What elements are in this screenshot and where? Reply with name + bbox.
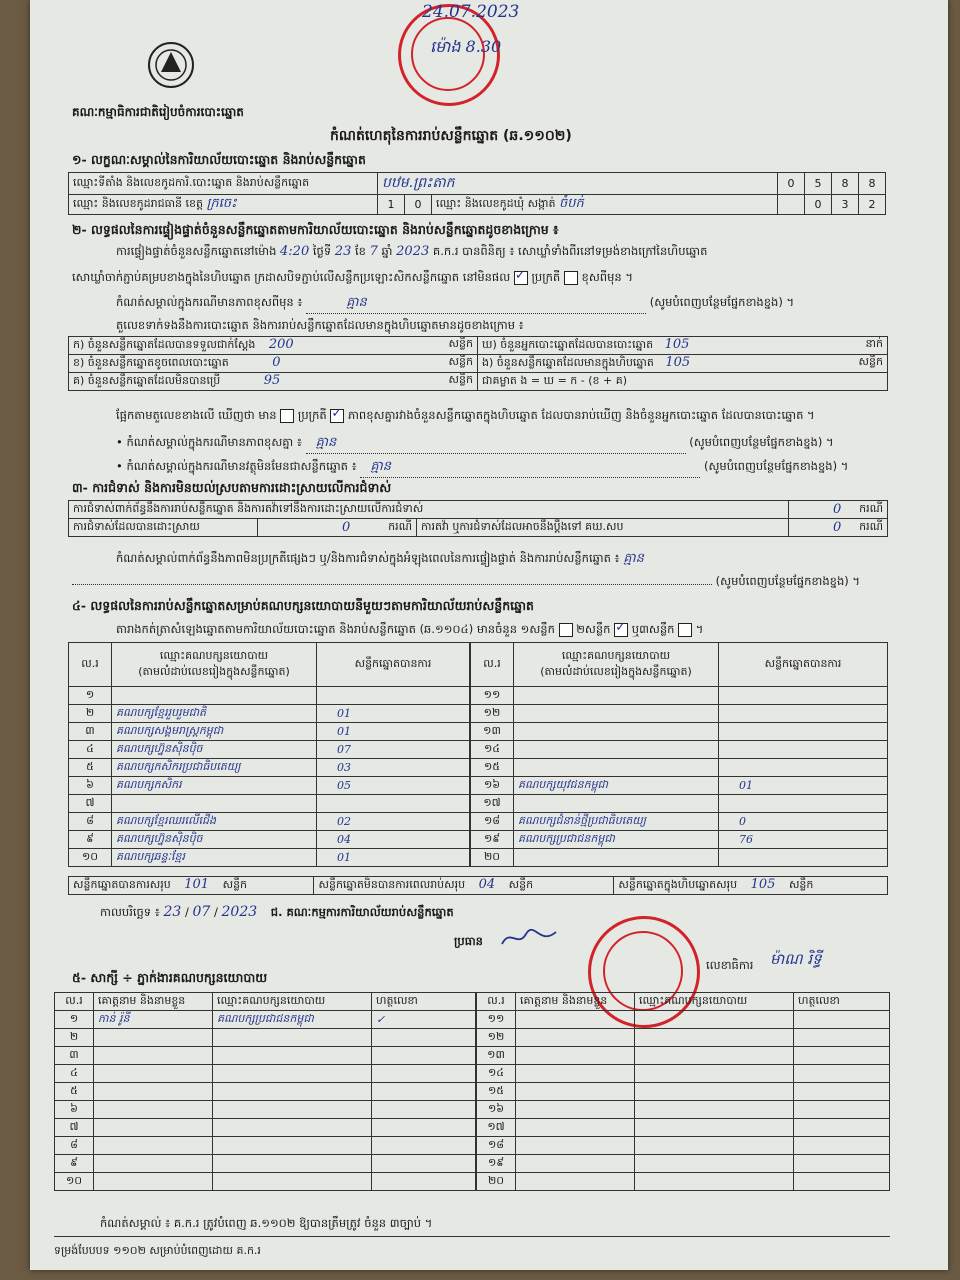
table-row [477, 1065, 890, 1083]
party-name: គណបក្សប្រជាជនកម្ពុជា [514, 831, 719, 849]
witness-signature[interactable] [794, 1011, 890, 1029]
party-name [112, 687, 317, 705]
commission-name: គណៈកម្មាធិការជាតិរៀបចំការបោះឆ្នោត [72, 105, 244, 119]
col-no: ល.រ [477, 993, 516, 1011]
valid-votes: 0 [719, 813, 888, 831]
note1-line: កំណត់សម្គាល់ក្នុងករណីមានភាពខុសពីមុន ៖ គ្មាន (សូមបំពេញបន្ថែមផ្នែកខាងខ្នង) ។ [116, 294, 794, 314]
witness-signature[interactable] [794, 1173, 890, 1191]
commune-label: ឈ្មោះ និងលេខកូដឃុំ សង្កាត់ ចំបក់ [432, 195, 778, 215]
table-row [471, 741, 888, 759]
row-number: ១ [69, 687, 112, 705]
row-number: ១០ [69, 849, 112, 867]
valid-votes: 01 [317, 849, 470, 867]
table-row [477, 1119, 890, 1137]
secretary-signature: ម៉ាណ រិទ្ធី [770, 950, 822, 968]
table-row [55, 1137, 476, 1155]
table-row [477, 1101, 890, 1119]
witness-name[interactable] [516, 1101, 635, 1119]
valid-votes: 07 [317, 741, 470, 759]
table-row [69, 723, 470, 741]
table-row [55, 1119, 476, 1137]
witness-party[interactable] [635, 1083, 794, 1101]
witness-table-left [54, 992, 476, 1191]
section3-note-dots: (សូមបំពេញបន្ថែមផ្នែកខាងខ្នង) ។ [72, 574, 860, 591]
valid-votes [317, 795, 470, 813]
witness-name[interactable] [516, 1029, 635, 1047]
party-name [514, 849, 719, 867]
valid-votes [317, 687, 470, 705]
valid-votes [719, 849, 888, 867]
witness-party[interactable]: គណបក្សប្រជាជនកម្ពុជា [213, 1011, 372, 1029]
party-name [112, 795, 317, 813]
total-invalid: សន្លឹកឆ្នោតមិនបានការពេលរាប់សរុប 04 សន្លឹក [314, 877, 614, 895]
form-title: កំណត់ហេតុនៃការរាប់សន្លឹកឆ្នោត (ឆ.១១០២) [330, 128, 572, 144]
table-row [69, 759, 470, 777]
row-d: ឃ) ចំនួនអ្នកបោះឆ្នោតដែលបានបោះឆ្នោត 105 នាក់ [478, 337, 888, 355]
party-name: គណបក្សហ្វ៊ុនស៊ិនប៉ិច [112, 741, 317, 759]
witness-signature[interactable] [372, 1029, 476, 1047]
valid-votes: 02 [317, 813, 470, 831]
witness-name[interactable] [94, 1047, 213, 1065]
col-no: ល.រ [55, 993, 94, 1011]
witness-party[interactable] [213, 1083, 372, 1101]
row-number: ១៤ [477, 1065, 516, 1083]
table-row [477, 1155, 890, 1173]
witness-signature[interactable] [372, 1083, 476, 1101]
row-number: ២ [55, 1029, 94, 1047]
valid-votes: 01 [317, 705, 470, 723]
row-number: ១ [55, 1011, 94, 1029]
section4-intro: តារាងកត់ត្រាសំឡេងឆ្នោតតាមការិយាល័យបោះឆ្នោត និងរាប់សន្លឹកឆ្នោត (ឆ.១១០៤) មានចំនួន ១សន្លឹក ២សន្លឹក ✓ ឬ៣សន្លឹក ។ [116, 622, 703, 639]
witness-name[interactable] [94, 1083, 213, 1101]
valid-votes [719, 723, 888, 741]
witness-table-right [476, 992, 890, 1191]
witness-name[interactable] [94, 1137, 213, 1155]
row-number: ៦ [55, 1101, 94, 1119]
row-number: ៥ [55, 1083, 94, 1101]
form-footer: ទម្រង់បែបបទ ១១០២ សម្រាប់បំពេញដោយ គ.ក.រ [54, 1244, 261, 1257]
table-row [477, 1047, 890, 1065]
col-votes: សន្លឹកឆ្នោតបានការ [317, 643, 470, 687]
province-label: ឈ្មោះ និងលេខកូដរាជធានី ខេត្ត ក្រចេះ [69, 195, 378, 215]
row-number: ៣ [69, 723, 112, 741]
witness-name[interactable] [516, 1047, 635, 1065]
party-name [514, 759, 719, 777]
witness-name[interactable] [516, 1011, 635, 1029]
row-number: ១០ [55, 1173, 94, 1191]
results-table-left [68, 642, 470, 867]
ballot-counts-table [68, 336, 888, 391]
row-a: ក) ចំនួនសន្លឹកឆ្នោតដែលបានទទួលជាក់ស្ដែង 200 សន្លឹក [69, 337, 478, 355]
row-number: ១៥ [477, 1083, 516, 1101]
row-number: ៣ [55, 1047, 94, 1065]
witness-signature[interactable] [794, 1065, 890, 1083]
party-name: គណបក្សយុវជនកម្ពុជា [514, 777, 719, 795]
row-number: ១១ [471, 687, 514, 705]
table-row [55, 1047, 476, 1065]
row-number: ១៦ [471, 777, 514, 795]
valid-votes: 01 [719, 777, 888, 795]
valid-votes: 03 [317, 759, 470, 777]
note2-line: • កំណត់សម្គាល់ក្នុងករណីមានភាពខុសគ្នា ៖ គ្មាន (សូមបំពេញបន្ថែមផ្នែកខាងខ្នង) ។ [116, 434, 834, 454]
table-row [55, 1173, 476, 1191]
row-number: ២០ [477, 1173, 516, 1191]
witness-name[interactable] [516, 1137, 635, 1155]
row-number: ៨ [55, 1137, 94, 1155]
witness-party[interactable] [213, 1101, 372, 1119]
table-row [471, 777, 888, 795]
row-number: ១៨ [477, 1137, 516, 1155]
witness-signature[interactable] [794, 1101, 890, 1119]
witness-party[interactable] [213, 1155, 372, 1173]
row-number: ១៣ [477, 1047, 516, 1065]
section2-heading: ២- លទ្ធផលនៃការផ្ទៀងផ្ទាត់ចំនួនសន្លឹកឆ្នោតតាមការិយាល័យបោះឆ្នោត និងរាប់សន្លឹកឆ្នោតដូចខាងក្រោម ៖ [72, 222, 559, 237]
col-no: ល.រ [69, 643, 112, 687]
witness-signature[interactable] [372, 1137, 476, 1155]
witness-signature[interactable] [372, 1119, 476, 1137]
party-name [514, 795, 719, 813]
witness-name[interactable] [516, 1155, 635, 1173]
col-party: ឈ្មោះគណបក្សនយោបាយ (តាមលំដាប់លេខរៀងក្នុងសន្លឹកឆ្នោត) [514, 643, 719, 687]
party-name [514, 723, 719, 741]
table-row [471, 849, 888, 867]
party-name: គណបក្សឆន្ទៈខ្មែរ [112, 849, 317, 867]
row-number: ១២ [477, 1029, 516, 1047]
witness-party[interactable] [635, 1029, 794, 1047]
row-c: គ) ចំនួនសន្លឹកឆ្នោតដែលមិនបានប្រើ 95 សន្លឹក [69, 373, 478, 391]
compare-line: ផ្អែកតាមតួលេខខាងលើ ឃើញថា មាន ប្រក្រតី ✓ ភាពខុសគ្នារវាងចំនួនសន្លឹកឆ្នោតក្នុងហិបឆ្នោត ដែលបានរាប់ឃើញ និងចំនួនអ្នកបោះឆ្នោត ដែលបានបោះឆ្នោត ។ [116, 408, 815, 425]
objection-row2b-value: 0 ករណី [789, 519, 888, 537]
table-row [69, 831, 470, 849]
witness-signature[interactable] [794, 1119, 890, 1137]
table-row [55, 1155, 476, 1173]
commission-logo-icon [146, 40, 196, 90]
results-table-right [470, 642, 888, 867]
row-number: ៧ [69, 795, 112, 813]
witness-signature[interactable] [372, 1101, 476, 1119]
witness-signature[interactable]: ✓ [372, 1011, 476, 1029]
secretary-label: លេខាធិការ [706, 958, 754, 972]
witness-name[interactable] [94, 1101, 213, 1119]
valid-votes [719, 687, 888, 705]
form-sheet [30, 0, 948, 1270]
witness-signature[interactable] [794, 1029, 890, 1047]
table-row [69, 705, 470, 723]
witness-name[interactable] [516, 1065, 635, 1083]
table-row [55, 1083, 476, 1101]
province-code-1: 1 [378, 195, 405, 215]
one-sheet-checkbox[interactable] [559, 623, 573, 637]
row-number: ១៣ [471, 723, 514, 741]
table-row [69, 795, 470, 813]
witness-name[interactable] [94, 1119, 213, 1137]
objection-row2-value: 0 ករណី [258, 519, 417, 537]
valid-votes: 05 [317, 777, 470, 795]
table-row [69, 741, 470, 759]
witness-name[interactable] [94, 1173, 213, 1191]
table-row [69, 849, 470, 867]
party-name: គណបក្សកសិករ [112, 777, 317, 795]
party-name [514, 741, 719, 759]
valid-votes [719, 759, 888, 777]
col-signature: ហត្ថលេខា [372, 993, 476, 1011]
valid-votes [719, 795, 888, 813]
witness-party[interactable] [213, 1119, 372, 1137]
witness-party[interactable] [213, 1173, 372, 1191]
valid-votes: 04 [317, 831, 470, 849]
section1-heading: ១- លក្ខណៈសម្គាល់នៃការិយាល័យបោះឆ្នោត និងរាប់សន្លឹកឆ្នោត [72, 152, 366, 167]
col-party: ឈ្មោះគណបក្សនយោបាយ (តាមលំដាប់លេខរៀងក្នុងសន្លឹកឆ្នោត) [112, 643, 317, 687]
row-number: ៤ [69, 741, 112, 759]
commune-code-blank [778, 195, 805, 215]
witness-party[interactable] [213, 1137, 372, 1155]
location-code-4: 8 [859, 173, 886, 195]
table-row [471, 723, 888, 741]
table-row [471, 831, 888, 849]
table-row [55, 1011, 476, 1029]
table-row [471, 759, 888, 777]
witness-signature[interactable] [794, 1083, 890, 1101]
witness-name[interactable]: កាន់ រ៉ូនី [94, 1011, 213, 1029]
row-number: ១៩ [477, 1155, 516, 1173]
witness-signature[interactable] [372, 1065, 476, 1083]
table-row [471, 705, 888, 723]
table-row [471, 813, 888, 831]
witness-name[interactable] [94, 1029, 213, 1047]
row-number: ៨ [69, 813, 112, 831]
compare-difference-checkbox[interactable] [330, 409, 344, 423]
compare-normal-checkbox[interactable] [280, 409, 294, 423]
witness-signature[interactable] [372, 1173, 476, 1191]
verification-line: ការផ្ទៀងផ្ទាត់ចំនួនសន្លឹកឆ្នោតនៅម៉ោង 4:20 ថ្ងៃទី 23 ខែ 7 ឆ្នាំ 2023 គ.ក.រ បានពិនិត្យ ៖ សោឃ្លាំទាំងពីរនៅទម្រង់ខាងក្រៅនៃហិបឆ្នោត [116, 244, 708, 259]
party-name: គណបក្សសង្គមរាស្ត្រកម្ពុជា [112, 723, 317, 741]
party-name: គណបក្សខ្មែររួបរួមជាតិ [112, 705, 317, 723]
witness-signature[interactable] [372, 1047, 476, 1065]
stamp-time: ម៉ោង 8.30 [430, 37, 502, 56]
row-b: ខ) ចំនួនសន្លឹកឆ្នោតខូចពេលបោះឆ្នោត 0 សន្លឹក [69, 355, 478, 373]
row-number: ១៥ [471, 759, 514, 777]
row-e: ង) ចំនួនសន្លឹកឆ្នោតដែលមានក្នុងហិបឆ្នោត 105 សន្លឹក [478, 355, 888, 373]
witness-name[interactable] [516, 1173, 635, 1191]
location-code-2: 5 [805, 173, 832, 195]
row-number: ១១ [477, 1011, 516, 1029]
witness-party[interactable] [635, 1065, 794, 1083]
col-party: ឈ្មោះគណបក្សនយោបាយ [213, 993, 372, 1011]
row-number: ១២ [471, 705, 514, 723]
row-number: ៤ [55, 1065, 94, 1083]
col-name: គោត្តនាម និងនាមខ្លួន [94, 993, 213, 1011]
section4-heading: ៤- លទ្ធផលនៃការរាប់សន្លឹកឆ្នោតសម្រាប់គណបក្សនយោបាយនីមួយៗតាមការិយាល័យរាប់សន្លឹកឆ្នោត [72, 598, 534, 613]
row-formula: ជាគម្លាត ង = ឃ = ក - (ខ + គ) [478, 373, 888, 391]
three-sheet-checkbox[interactable] [678, 623, 692, 637]
row-number: ៦ [69, 777, 112, 795]
party-name [514, 705, 719, 723]
table-row [477, 1083, 890, 1101]
section3-heading: ៣- ការជំទាស់ និងការមិនយល់ស្របតាមការដោះស្រាយលើការជំទាស់ [72, 480, 392, 495]
objection-row2b-label: ការតវ៉ា ឬការជំទាស់ដែលអាចនឹងប្ដឹងទៅ គឃ.សប [417, 519, 789, 537]
location-label: ឈ្មោះទីតាំង និងលេខកូដការិ.បោះឆ្នោត និងរាប់សន្លឹកឆ្នោត [69, 173, 378, 195]
witness-signature[interactable] [794, 1047, 890, 1065]
witness-party[interactable] [213, 1065, 372, 1083]
row-number: ៥ [69, 759, 112, 777]
row-number: ១៨ [471, 813, 514, 831]
stamp-date: 24.07.2023 [422, 2, 520, 22]
party-name [514, 687, 719, 705]
chair-label: ប្រធាន [454, 934, 483, 948]
different-checkbox[interactable] [564, 271, 578, 285]
table-row [69, 813, 470, 831]
table-row [477, 1011, 890, 1029]
col-party: ឈ្មោះគណបក្សនយោបាយ [635, 993, 794, 1011]
signing-date-line: កាលបរិច្ឆេទ ៖ 23 / 07 / 2023 ជ. គណៈកម្មការការិយាល័យរាប់សន្លឹកឆ្នោត [100, 904, 454, 920]
table-row [471, 687, 888, 705]
row-number: ២០ [471, 849, 514, 867]
footnote: កំណត់សម្គាល់ ៖ គ.ក.រ ត្រូវបំពេញ ឆ.១១០២ ឱ្យបានត្រឹមត្រូវ ចំនួន ៣ច្បាប់ ។ [100, 1216, 433, 1230]
witness-signature[interactable] [794, 1155, 890, 1173]
commune-code-2: 3 [832, 195, 859, 215]
col-name: គោត្តនាម និងនាមខ្លួន [516, 993, 635, 1011]
row-number: ១៤ [471, 741, 514, 759]
row-number: ២ [69, 705, 112, 723]
col-votes: សន្លឹកឆ្នោតបានការ [719, 643, 888, 687]
col-signature: ហត្ថលេខា [794, 993, 890, 1011]
total-valid: សន្លឹកឆ្នោតបានការសរុប 101 សន្លឹក [69, 877, 314, 895]
section2-intro: តួលេខទាក់ទងនឹងការបោះឆ្នោត និងការរាប់សន្លឹកឆ្នោតដែលមានក្នុងហិបឆ្នោតមានដូចខាងក្រោម ៖ [116, 318, 524, 332]
commune-code-1: 0 [805, 195, 832, 215]
location-value: បឋម.ព្រះតាក [378, 173, 778, 195]
witness-party[interactable] [635, 1173, 794, 1191]
witness-party[interactable] [635, 1137, 794, 1155]
table-row [477, 1173, 890, 1191]
witness-party[interactable] [635, 1047, 794, 1065]
party-name: គណបក្សកសិករប្រជាធិបតេយ្យ [112, 759, 317, 777]
section5-heading: ៥- សាក្សី ÷ ភ្នាក់ងារគណបក្សនយោបាយ [72, 970, 268, 985]
row-number: ១៧ [471, 795, 514, 813]
valid-votes [719, 741, 888, 759]
objection-row1-value: 0 ករណី [789, 501, 888, 519]
row-number: ១៧ [477, 1119, 516, 1137]
witness-name[interactable] [516, 1083, 635, 1101]
seal-check-line: សោឃ្លាំចាក់ភ្ជាប់គម្របខាងក្នុងនៃហិបឆ្នោត ក្រដាសបិទភ្ជាប់លើសន្លឹកប្រឡោះសិកសន្លឹកឆ្នោត នៅមិនផល ✓ ប្រក្រតី ខុសពីមុន ។ [72, 270, 633, 287]
totals-table [68, 876, 888, 895]
objection-row1-label: ការជំទាស់ពាក់ព័ន្ធនឹងការរាប់សន្លឹកឆ្នោត និងការតវ៉ាទៅនឹងការដោះស្រាយលើការជំទាស់ [69, 501, 789, 519]
table-row [55, 1029, 476, 1047]
valid-votes: 01 [317, 723, 470, 741]
table-row [69, 687, 470, 705]
table-row [69, 777, 470, 795]
witness-party[interactable] [635, 1155, 794, 1173]
table-row [477, 1029, 890, 1047]
witness-name[interactable] [94, 1155, 213, 1173]
location-code-1: 0 [778, 173, 805, 195]
witness-party[interactable] [213, 1029, 372, 1047]
province-code-2: 0 [405, 195, 432, 215]
objections-table [68, 500, 888, 537]
witness-name[interactable] [94, 1065, 213, 1083]
table-row [55, 1101, 476, 1119]
normal-checkbox[interactable] [514, 271, 528, 285]
col-no: ល.រ [471, 643, 514, 687]
table-row [55, 1065, 476, 1083]
witness-party[interactable] [635, 1101, 794, 1119]
party-name: គណបក្សជំនាន់ថ្មីប្រជាធិបតេយ្យ [514, 813, 719, 831]
party-name: គណបក្សហ្វ៊ុនស៊ិនប៉ិច [112, 831, 317, 849]
location-code-3: 8 [832, 173, 859, 195]
two-sheet-checkbox[interactable] [614, 623, 628, 637]
commune-code-3: 2 [859, 195, 886, 215]
row-number: ៩ [69, 831, 112, 849]
witness-party[interactable] [213, 1047, 372, 1065]
row-number: ៩ [55, 1155, 94, 1173]
footer-rule [54, 1236, 890, 1237]
chair-signature-icon [500, 926, 560, 954]
table-row [477, 1137, 890, 1155]
row-number: ៧ [55, 1119, 94, 1137]
witness-signature[interactable] [794, 1137, 890, 1155]
valid-votes [719, 705, 888, 723]
valid-votes: 76 [719, 831, 888, 849]
table-row [471, 795, 888, 813]
section3-note: កំណត់សម្គាល់ពាក់ព័ន្ធនឹងភាពមិនប្រក្រតីផ្សេងៗ ឬ/និងការជំទាស់ក្នុងអំឡុងពេលនៃការផ្ទៀងផ្ទាត់ និងការរាប់សន្លឹកឆ្នោត ៖ គ្មាន [116, 551, 644, 566]
total-in-box: សន្លឹកឆ្នោតក្នុងហិបឆ្នោតសរុប 105 សន្លឹក [614, 877, 888, 895]
witness-party[interactable] [635, 1011, 794, 1029]
objection-row2-label: ការជំទាស់ដែលបានដោះស្រាយ [69, 519, 258, 537]
section1-table [68, 172, 886, 215]
witness-party[interactable] [635, 1119, 794, 1137]
note3-line: • កំណត់សម្គាល់ក្នុងករណីមានវត្ថុមិនមែនជាសន្លឹកឆ្នោត ៖ គ្មាន (សូមបំពេញបន្ថែមផ្នែកខាងខ្នង) ។ [116, 458, 848, 478]
witness-signature[interactable] [372, 1155, 476, 1173]
row-number: ១៩ [471, 831, 514, 849]
row-number: ១៦ [477, 1101, 516, 1119]
party-name: គណបក្សខ្មែរឈរលើជើង [112, 813, 317, 831]
witness-name[interactable] [516, 1119, 635, 1137]
